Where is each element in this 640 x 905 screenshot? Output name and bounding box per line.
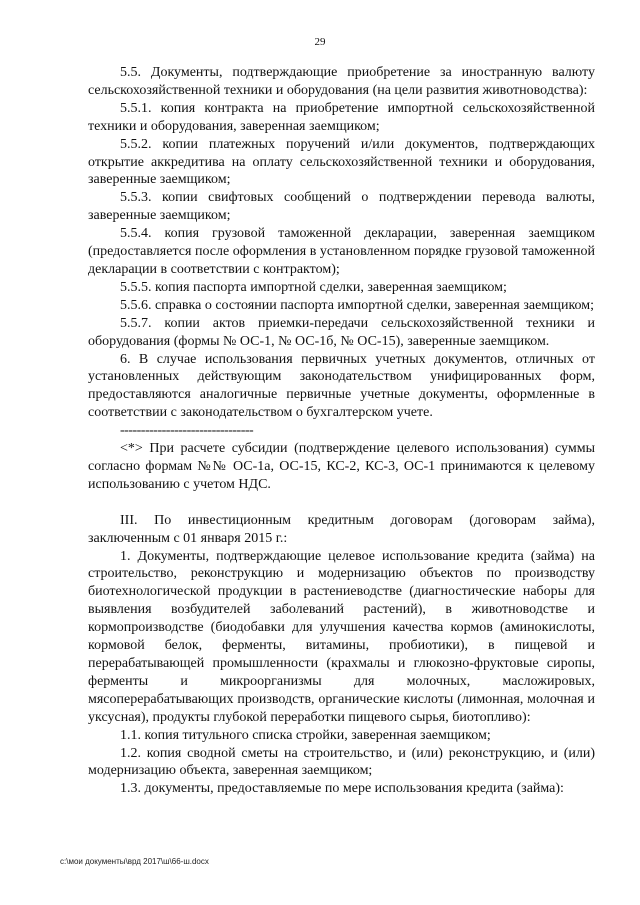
- section-gap: [88, 494, 595, 512]
- paragraph-5-5-5: 5.5.5. копия паспорта импортной сделки, заверенная заемщиком;: [120, 279, 507, 295]
- paragraph-5-5-6: 5.5.6. справка о состоянии паспорта импортной сделки, заверенная заемщиком;: [120, 297, 595, 313]
- page-number: 29: [314, 36, 326, 48]
- paragraph-5-5-7: 5.5.7. копии актов приемки-передачи сельскохозяйственной техники и оборудования (формы № ОС-1, № ОС-1б, № ОС-15), заверенные заемщиком.: [88, 315, 595, 349]
- section-iii-paragraph-1: 1. Документы, подтверждающие целевое использование кредита (займа) на строительство, реконструкцию и модернизацию объектов по производству биотехнологической продукции в растениеводстве (диагностические наборы для выявления возбудителей заболеваний растений), в животноводстве и кормопроизводстве (биодобавки для улучшения качества кормов (аминокислоты, кормовой белок, ферменты, витамины, пробиотики), в пищевой и перерабатывающей промышленности (крахмалы и глюкозно-фруктовые сиропы, ферменты и микроорганизмы для молочных, масложировых, мясоперерабатывающих производств, органические кислоты (лимонная, молочная и уксусная), продукты глубокой переработки пищевого сырья, биотопливо):: [88, 548, 595, 725]
- paragraph-6: 6. В случае использования первичных учетных документов, отличных от установленных действующим законодательством унифицированных форм, предоставляются аналогичные первичные учетные документы, оформленные в соответствии с законодательством о бухгалтерском учете.: [88, 351, 595, 421]
- document-body: [88, 64, 595, 798]
- paragraph-5-5: 5.5. Документы, подтверждающие приобретение за иностранную валюту сельскохозяйственной техники и оборудования (на цели развития животноводства):: [88, 65, 595, 98]
- footnote: <*> При расчете субсидии (подтверждение целевого использования) суммы согласно формам №№ ОС-1а, ОС-15, КС-2, КС-3, ОС-1 принимаются к целевому использованию с учетом НДС.: [88, 441, 595, 492]
- paragraph-5-5-1: 5.5.1. копия контракта на приобретение импортной сельскохозяйственной техники и оборудования, заверенная заемщиком;: [88, 100, 595, 134]
- section-iii-paragraph-1-1: 1.1. копия титульного списка стройки, заверенная заемщиком;: [120, 727, 491, 743]
- section-iii-paragraph-1-2: 1.2. копия сводной сметы на строительство, и (или) реконструкцию, и (или) модернизацию объекта, заверенная заемщиком;: [88, 745, 595, 779]
- paragraph-5-5-4: 5.5.4. копия грузовой таможенной декларации, заверенная заемщиком (предоставляется после оформления в установленном порядке грузовой таможенной декларации в соответствии с контрактом);: [88, 226, 595, 277]
- footer-file-path: c:\мои документы\врд 2017\ш\66-ш.docx: [60, 857, 209, 866]
- footnote-separator: --------------------------------: [120, 423, 254, 439]
- paragraph-5-5-3: 5.5.3. копии свифтовых сообщений о подтверждении перевода валюты, заверенные заемщиком;: [88, 190, 595, 224]
- section-iii-paragraph-1-3: 1.3. документы, предоставляемые по мере использования кредита (займа):: [120, 781, 564, 797]
- section-iii-heading: III. По инвестиционным кредитным договорам (договорам займа), заключенным с 01 января 2015 г.:: [88, 512, 595, 546]
- paragraph-5-5-2: 5.5.2. копии платежных поручений и/или документов, подтверждающих открытие аккредитива на оплату сельскохозяйственной техники и оборудования, заверенные заемщиком;: [88, 136, 595, 188]
